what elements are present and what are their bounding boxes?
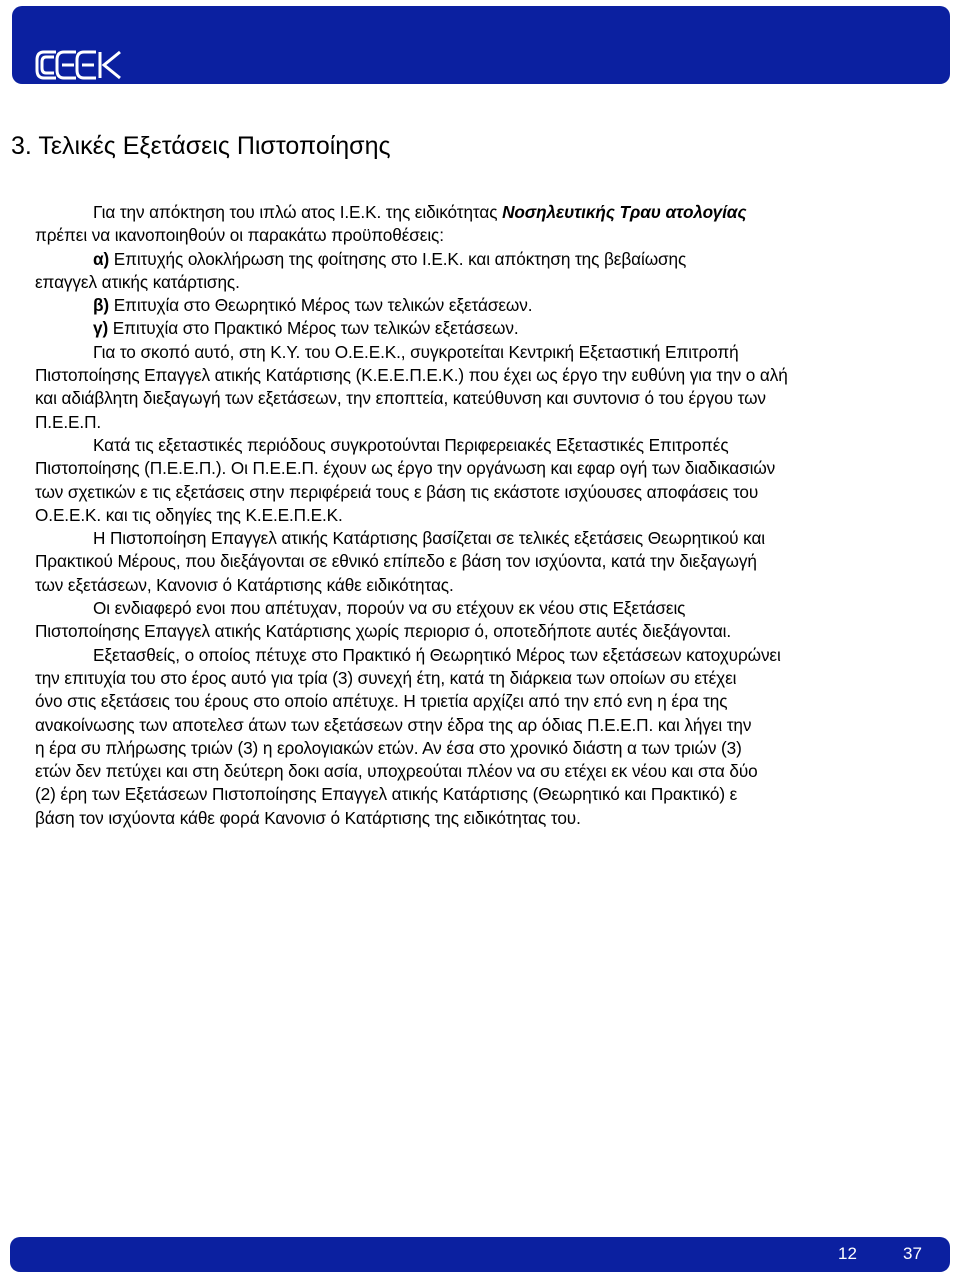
paragraph-line: ετών δεν πετύχει και στη δεύτερη δοκι ασία, υποχρεούται πλέον να συ ετέχει εκ νέου και στα δύο	[35, 761, 758, 782]
paragraph-line: Π.Ε.Ε.Π.	[35, 411, 102, 432]
paragraph-line: Οι ενδιαφερό ενοι που απέτυχαν, πορούν να συ ετέχουν εκ νέου στις Εξετάσεις	[93, 598, 686, 619]
paragraph-line: των εξετάσεων, Κανονισ ό Κατάρτισης κάθε ειδικότητας.	[35, 574, 454, 595]
paragraph-line: Πιστοποίησης (Π.Ε.Ε.Π.). Οι Π.Ε.Ε.Π. έχουν ως έργο την οργάνωση και εφαρ ογή των διαδικασιών	[35, 458, 776, 479]
list-marker: β)	[93, 295, 110, 316]
paragraph-line: Πιστοποίησης Επαγγελ ατικής Κατάρτισης (Κ.Ε.Ε.Π.Ε.Κ.) που έχει ως έργο την ευθύνη για την ο αλή	[35, 365, 788, 386]
paragraph-line: Ο.Ε.Ε.Κ. και τις οδηγίες της Κ.Ε.Ε.Π.Ε.Κ.	[35, 504, 343, 525]
list-marker: γ)	[93, 318, 109, 339]
paragraph-line: Εξετασθείς, ο οποίος πέτυχε στο Πρακτικό ή Θεωρητικό Μέρος των εξετάσεων κατοχυρώνει	[93, 644, 781, 665]
paragraph-line: πρέπει να ικανοποιηθούν οι παρακάτω προϋποθέσεις:	[35, 225, 444, 246]
paragraph-line: Κατά τις εξεταστικές περιόδους συγκροτούνται Περιφερειακές Εξεταστικές Επιτροπές	[93, 434, 729, 455]
text-run: Επιτυχής ολοκλήρωση της φοίτησης στο Ι.Ε.Κ. και απόκτηση της βεβαίωσης	[109, 248, 687, 269]
header-bar	[12, 6, 950, 84]
paragraph-line: και αδιάβλητη διεξαγωγή των εξετάσεων, την εποπτεία, κατεύθυνση και συντονισ ό του έργου των	[35, 388, 766, 409]
paragraph-line: Για το σκοπό αυτό, στη Κ.Υ. του Ο.Ε.Ε.Κ., συγκροτείται Κεντρική Εξεταστική Επιτροπή	[93, 341, 739, 362]
paragraph-line: των σχετικών ε τις εξετάσεις στην περιφέρειά τους ε βάση τις εκάστοτε ισχύουσες αποφάσεις του	[35, 481, 759, 502]
paragraph-line: όνο στις εξετάσεις του έρους στο οποίο απέτυχε. Η τριετία αρχίζει από την επό ενη η έρα της	[35, 691, 728, 712]
footer-bar	[10, 1237, 950, 1272]
paragraph-line: η έρα συ πλήρωσης τριών (3) η ερολογιακών ετών. Αν έσα στο χρονικό διάστη α των τριών (3)	[35, 737, 742, 758]
paragraph-line: Πρακτικού Μέρους, που διεξάγονται σε εθνικό επίπεδο ε βάση τον ισχύοντα, κατά την διεξαγωγή	[35, 551, 757, 572]
text-run: Για την απόκτηση του ιπλώ ατος Ι.Ε.Κ. της ειδικότητας	[93, 202, 503, 222]
paragraph-line	[35, 248, 955, 271]
paragraph-line: βάση τον ισχύοντα κάθε φορά Κανονισ ό Κατάρτισης της ειδικότητας του.	[35, 807, 581, 828]
page-number: 12	[838, 1244, 857, 1263]
body-text	[35, 201, 955, 830]
section-heading: 3. Τελικές Εξετάσεις Πιστοποίησης	[11, 132, 391, 160]
paragraph-line: (2) έρη των Εξετάσεων Πιστοποίησης Επαγγελ ατικής Κατάρτισης (Θεωρητικό και Πρακτικό) ε	[35, 784, 738, 805]
paragraph-line	[35, 294, 955, 317]
text-run: Επιτυχία στο Θεωρητικό Μέρος των τελικών εξετάσεων.	[109, 295, 533, 316]
page-total: 37	[903, 1244, 922, 1263]
paragraph-line: επαγγελ ατικής κατάρτισης.	[35, 271, 240, 292]
text-run: Επιτυχία στο Πρακτικό Μέρος των τελικών εξετάσεων.	[108, 318, 519, 339]
paragraph-line: Η Πιστοποίηση Επαγγελ ατικής Κατάρτισης βασίζεται σε τελικές εξετάσεις Θεωρητικού και	[93, 528, 765, 549]
paragraph-line	[35, 317, 955, 340]
paragraph-line: Πιστοποίησης Επαγγελ ατικής Κατάρτισης χωρίς περιορισ ό, οποτεδήποτε αυτές διεξάγονται.	[35, 621, 732, 642]
paragraph-line	[35, 201, 955, 224]
paragraph-line: την επιτυχία του στο έρος αυτό για τρία (3) συνεχή έτη, κατά τη διάρκεια των οποίων συ ετέχει	[35, 667, 737, 688]
paragraph-line: ανακοίνωσης των αποτελεσ άτων των εξετάσεων στην έδρα της αρ όδιας Π.Ε.Ε.Π. και λήγει την	[35, 714, 752, 735]
specialty-name: Νοσηλευτικής Τραυ ατολογίας	[502, 202, 747, 222]
list-marker: α)	[93, 248, 110, 269]
ceek-logo-icon	[34, 46, 126, 84]
